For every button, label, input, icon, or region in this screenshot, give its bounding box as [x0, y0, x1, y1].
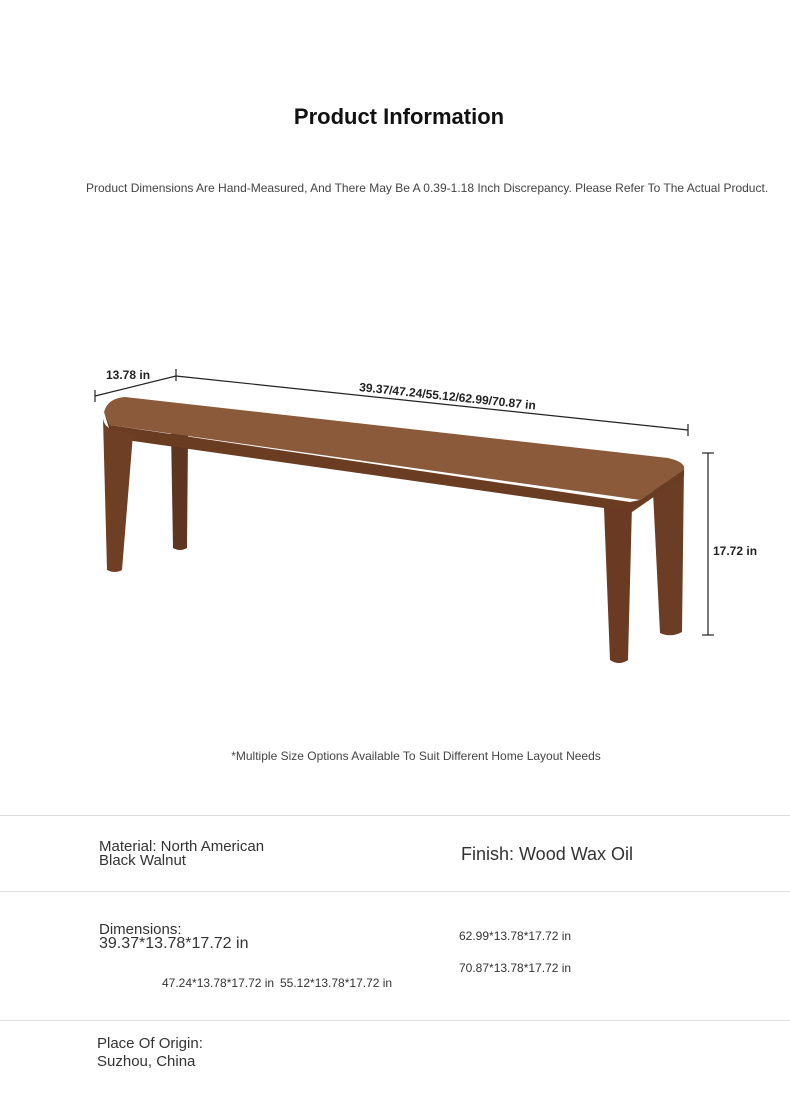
size-option: 70.87*13.78*17.72 in	[459, 961, 572, 975]
page-title: Product Information	[293, 104, 505, 129]
front-right-leg	[604, 505, 632, 663]
bench-illustration	[95, 369, 714, 663]
depth-label: 13.78 in	[106, 368, 151, 382]
height-label: 17.72 in	[713, 544, 758, 558]
length-label: 39.37/47.24/55.12/62.99/70.87 in	[358, 380, 537, 413]
size-options-note: *Multiple Size Options Available To Suit Different Home Layout Needs	[231, 749, 601, 763]
origin-value: Suzhou, China	[97, 1053, 196, 1070]
origin-label: Place Of Origin:	[97, 1035, 203, 1052]
size-option: 62.99*13.78*17.72 in	[459, 929, 572, 943]
dimensions-label: Dimensions:	[99, 921, 182, 938]
front-left-leg	[103, 418, 133, 572]
origin-spec	[97, 1035, 203, 1071]
divider	[0, 891, 790, 892]
measurement-note: Product Dimensions Are Hand-Measured, And There May Be A 0.39-1.18 Inch Discrepancy. Please Refer To The Actual Product.	[86, 181, 769, 195]
finish-spec: Finish: Wood Wax Oil	[461, 844, 634, 864]
dimensions-spec	[99, 923, 248, 951]
size-option: 47.24*13.78*17.72 in	[162, 976, 275, 990]
size-option: 55.12*13.78*17.72 in	[280, 976, 393, 990]
size-option: 39.37*13.78*17.72 in	[99, 935, 249, 952]
divider	[0, 815, 790, 816]
material-line2: Black Walnut	[99, 852, 186, 869]
material-line1: Material: North American	[99, 838, 265, 855]
divider	[0, 1020, 790, 1021]
material-spec	[99, 840, 264, 868]
